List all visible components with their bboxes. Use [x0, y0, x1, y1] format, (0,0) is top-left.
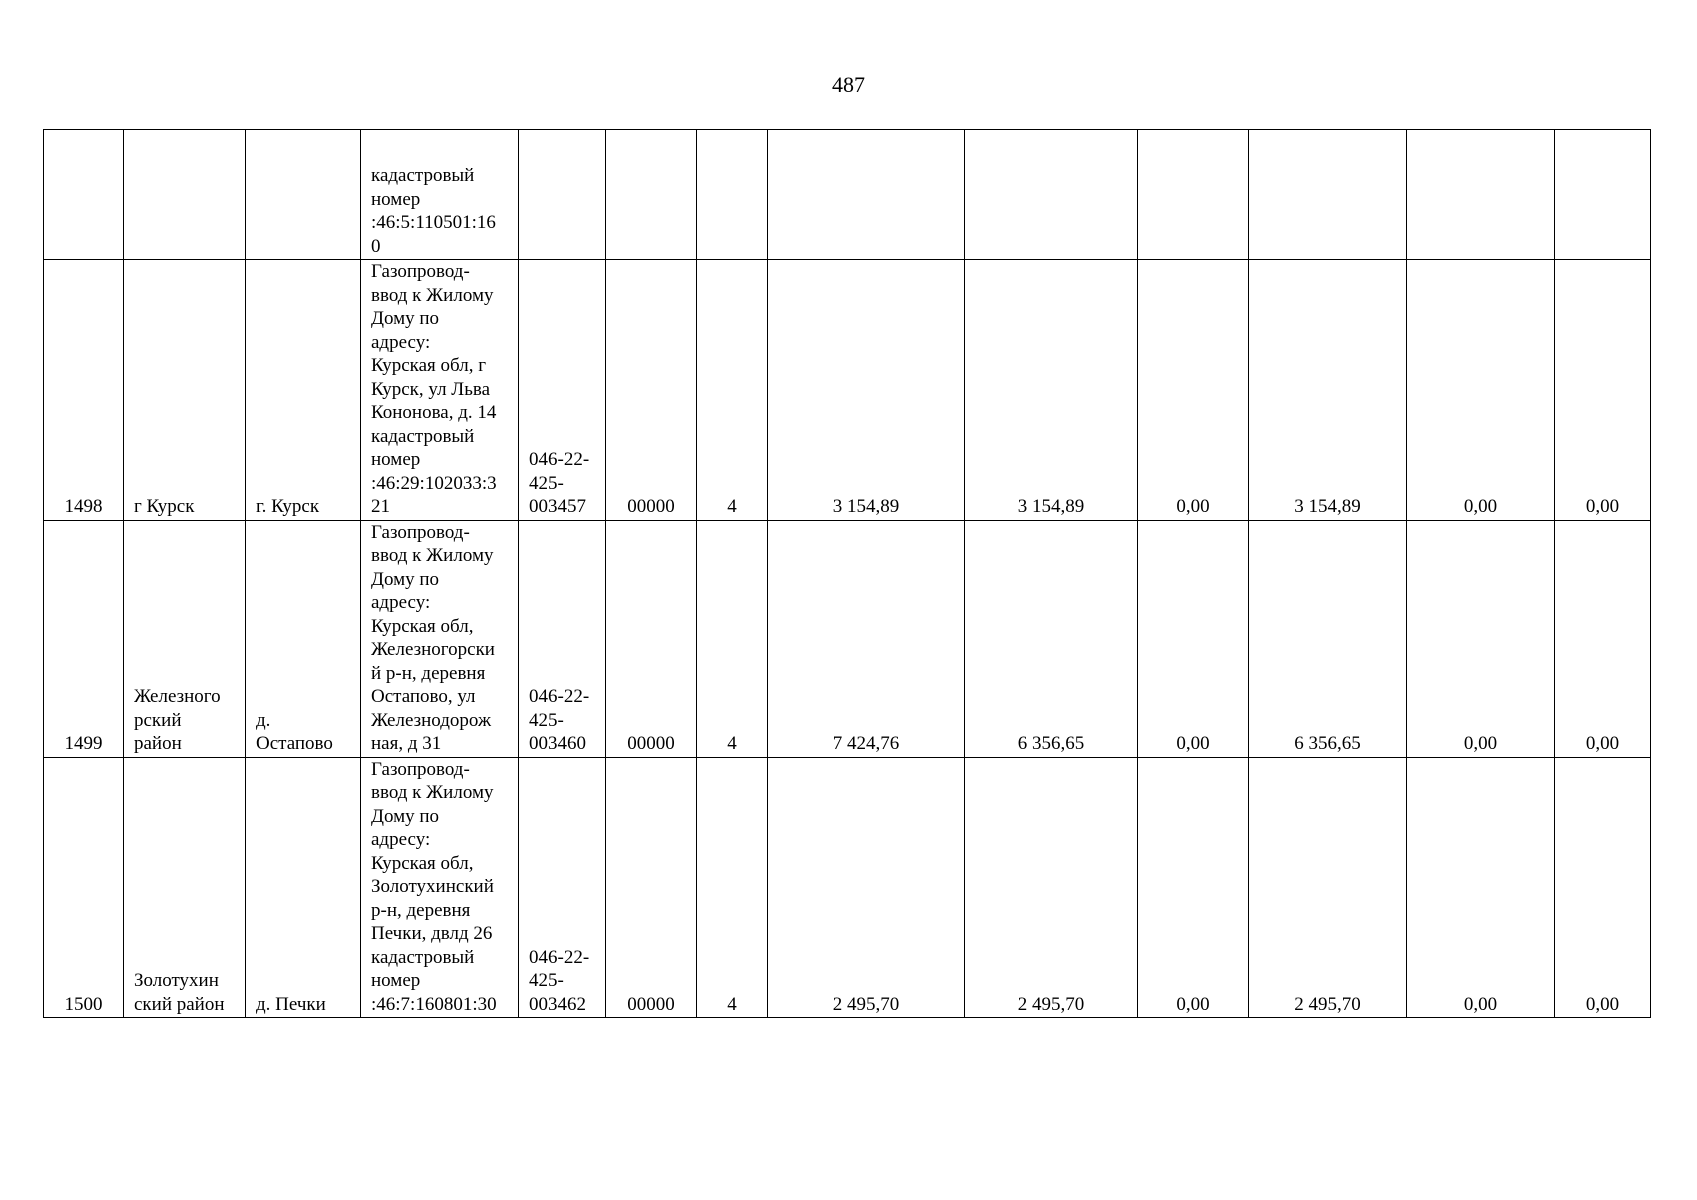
description-cell: Газопровод- ввод к Жилому Дому по адресу: Курская обл, Железногорски й р-н, деревня Остапово, ул Железнодорож ная, д 31: [361, 520, 519, 757]
district-cell: Золотухин ский район: [124, 757, 246, 1018]
page-number: 487: [832, 72, 865, 97]
value-cell: 2 495,70: [965, 757, 1138, 1018]
registry-code-cell: 046-22- 425- 003460: [519, 520, 606, 757]
value-cell: 2 495,70: [768, 757, 965, 1018]
code-cell: 00000: [606, 757, 697, 1018]
table-row: [44, 260, 1651, 521]
value-cell: [1555, 130, 1651, 260]
district-cell: Железного рский район: [124, 520, 246, 757]
locality-cell: д. Остапово: [246, 520, 361, 757]
value-cell: 7 424,76: [768, 520, 965, 757]
value-cell: 3 154,89: [1249, 260, 1407, 521]
value-cell: [768, 130, 965, 260]
group-cell: 4: [697, 757, 768, 1018]
registry-code-cell: 046-22- 425- 003457: [519, 260, 606, 521]
description-cell: Газопровод- ввод к Жилому Дому по адресу: Курская обл, г Курск, ул Льва Кононова, д. 14 кадастровый номер :46:29:102033:3 21: [361, 260, 519, 521]
locality-cell: д. Печки: [246, 757, 361, 1018]
value-cell: 0,00: [1138, 757, 1249, 1018]
district-cell: [124, 130, 246, 260]
value-cell: 2 495,70: [1249, 757, 1407, 1018]
value-cell: 0,00: [1407, 260, 1555, 521]
value-cell: 0,00: [1138, 260, 1249, 521]
code-cell: 00000: [606, 260, 697, 521]
value-cell: 6 356,65: [965, 520, 1138, 757]
value-cell: 3 154,89: [965, 260, 1138, 521]
row-number: 1500: [44, 757, 124, 1018]
description-cell: Газопровод- ввод к Жилому Дому по адресу: Курская обл, Золотухинский р-н, деревня Печки, двлд 26 кадастровый номер :46:7:160801:30: [361, 757, 519, 1018]
code-cell: [606, 130, 697, 260]
row-number: 1499: [44, 520, 124, 757]
group-cell: [697, 130, 768, 260]
value-cell: 0,00: [1407, 757, 1555, 1018]
value-cell: [1138, 130, 1249, 260]
value-cell: 0,00: [1555, 757, 1651, 1018]
value-cell: 0,00: [1555, 260, 1651, 521]
description-cell: кадастровый номер :46:5:110501:16 0: [361, 130, 519, 260]
row-number: [44, 130, 124, 260]
table-row: [44, 130, 1651, 260]
group-cell: 4: [697, 520, 768, 757]
value-cell: 0,00: [1138, 520, 1249, 757]
registry-code-cell: [519, 130, 606, 260]
locality-cell: [246, 130, 361, 260]
code-cell: 00000: [606, 520, 697, 757]
table-row: [44, 520, 1651, 757]
district-cell: г Курск: [124, 260, 246, 521]
value-cell: 0,00: [1407, 520, 1555, 757]
value-cell: 3 154,89: [768, 260, 965, 521]
value-cell: 6 356,65: [1249, 520, 1407, 757]
value-cell: [965, 130, 1138, 260]
value-cell: 0,00: [1555, 520, 1651, 757]
group-cell: 4: [697, 260, 768, 521]
value-cell: [1407, 130, 1555, 260]
locality-cell: г. Курск: [246, 260, 361, 521]
registry-code-cell: 046-22- 425- 003462: [519, 757, 606, 1018]
table-row: [44, 757, 1651, 1018]
asset-register-table: [43, 129, 1651, 1018]
row-number: 1498: [44, 260, 124, 521]
value-cell: [1249, 130, 1407, 260]
